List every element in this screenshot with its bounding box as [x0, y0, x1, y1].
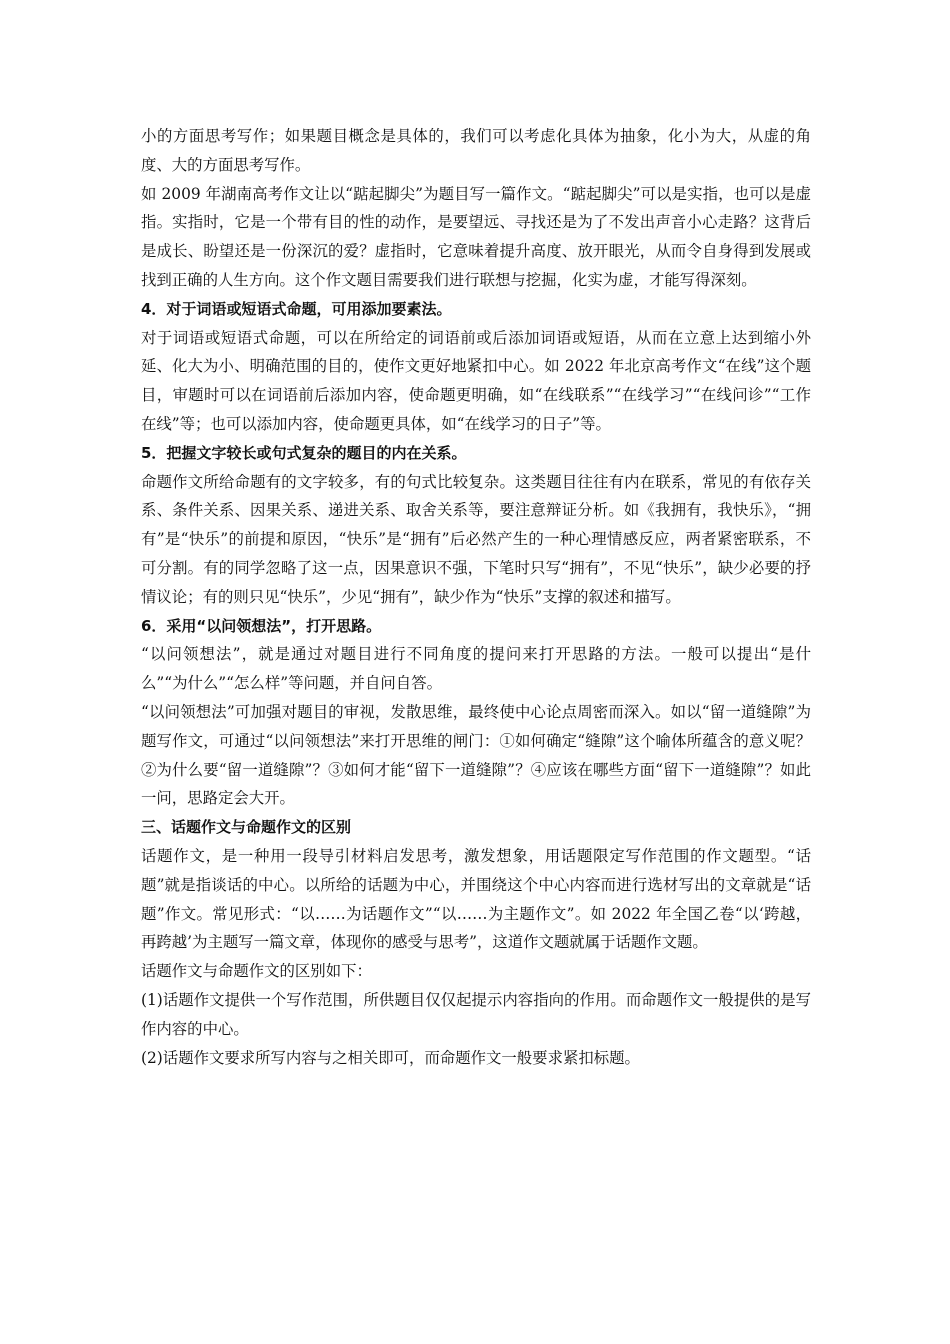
paragraph-difference-2: (2)话题作文要求所写内容与之相关即可，而命题作文一般要求紧扣标题。 [141, 1048, 640, 1067]
paragraph-question-method: “以问领想法”，就是通过对题目进行不同角度的提问来打开思路的方法。一般可以提出“是什么”“为什么”“怎么样”等问题，并自问自答。 [141, 645, 811, 693]
section-heading-4: 4．对于词语或短语式命题，可用添加要素法。 [141, 299, 452, 318]
paragraph-question-example: “以问领想法”可加强对题目的审视，发散思维，最终使中心论点周密而深入。如以“留一道缝隙”为题写作文，可通过“以问领想法”来打开思维的闸门：①如何确定“缝隙”这个喻体所蕴含的意义呢？②为什么要“留一道缝隙”？③如何才能“留下一道缝隙”？④应该在哪些方面“留下一道缝隙”？如此一问，思路定会大开。 [141, 702, 811, 808]
paragraph-differences-intro: 话题作文与命题作文的区别如下： [141, 962, 372, 981]
section-heading-6: 6．采用“以问领想法”，打开思路。 [141, 616, 382, 635]
paragraph-example-dianqijiaojian: 如 2009 年湖南高考作文让以“踮起脚尖”为题目写一篇作文。“踮起脚尖”可以是实指，也可以是虚指。实指时，它是一个带有目的性的动作，是要望远、寻找还是为了不发出声音小心走路？这背后是成长、盼望还是一份深沉的爱？虚指时，它意味着提升高度、放开眼光，从而令自身得到发展或找到正确的人生方向。这个作文题目需要我们进行联想与挖掘，化实为虚，才能写得深刻。 [141, 184, 811, 289]
document-body [141, 122, 811, 1072]
paragraph-difference-1: (1)话题作文提供一个写作范围，所供题目仅仅起提示内容指向的作用。而命题作文一般提供的是写作内容的中心。 [141, 990, 811, 1038]
paragraph-add-elements: 对于词语或短语式命题，可以在所给定的词语前或后添加词语或短语，从而在立意上达到缩小外延、化大为小、明确范围的目的，使作文更好地紧扣中心。如 2022 年北京高考作文“在线”这个题目，审题时可以在词语前后添加内容，使命题更明确，如“在线联系”“在线学习”“在线问诊”“工作在线”等；也可以添加内容，使命题更具体，如“在线学习的日子”等。 [141, 328, 811, 433]
section-heading-5: 5．把握文字较长或句式复杂的题目的内在关系。 [141, 443, 467, 462]
paragraph-internal-relations: 命题作文所给命题有的文字较多，有的句式比较复杂。这类题目往往有内在联系，常见的有依存关系、条件关系、因果关系、递进关系、取舍关系等，要注意辩证分析。如《我拥有，我快乐》，“拥有”是“快乐”的前提和原因，“快乐”是“拥有”后必然产生的一种心理情感反应，两者紧密联系，不可分割。有的同学忽略了这一点，因果意识不强，下笔时只写“拥有”，不见“快乐”，缺少必要的抒情议论；有的则只见“快乐”，少见“拥有”，缺少作为“快乐”支撑的叙述和描写。 [141, 472, 811, 606]
paragraph-topic-essay: 话题作文，是一种用一段导引材料启发思考，激发想象，用话题限定写作范围的作文题型。“话题”就是指谈话的中心。以所给的话题为中心，并围绕这个中心内容而进行选材写出的文章就是“话题”作文。常见形式：“以……为话题作文”“以……为主题作文”。如 2022 年全国乙卷“以‘跨越，再跨越’为主题写一篇文章，体现你的感受与思考”，这道作文题就属于话题作文题。 [141, 846, 811, 952]
paragraph-continuation: 小的方面思考写作；如果题目概念是具体的，我们可以考虑化具体为抽象，化小为大，从虚的角度、大的方面思考写作。 [141, 127, 811, 174]
section-heading-3: 三、话题作文与命题作文的区别 [141, 818, 352, 837]
